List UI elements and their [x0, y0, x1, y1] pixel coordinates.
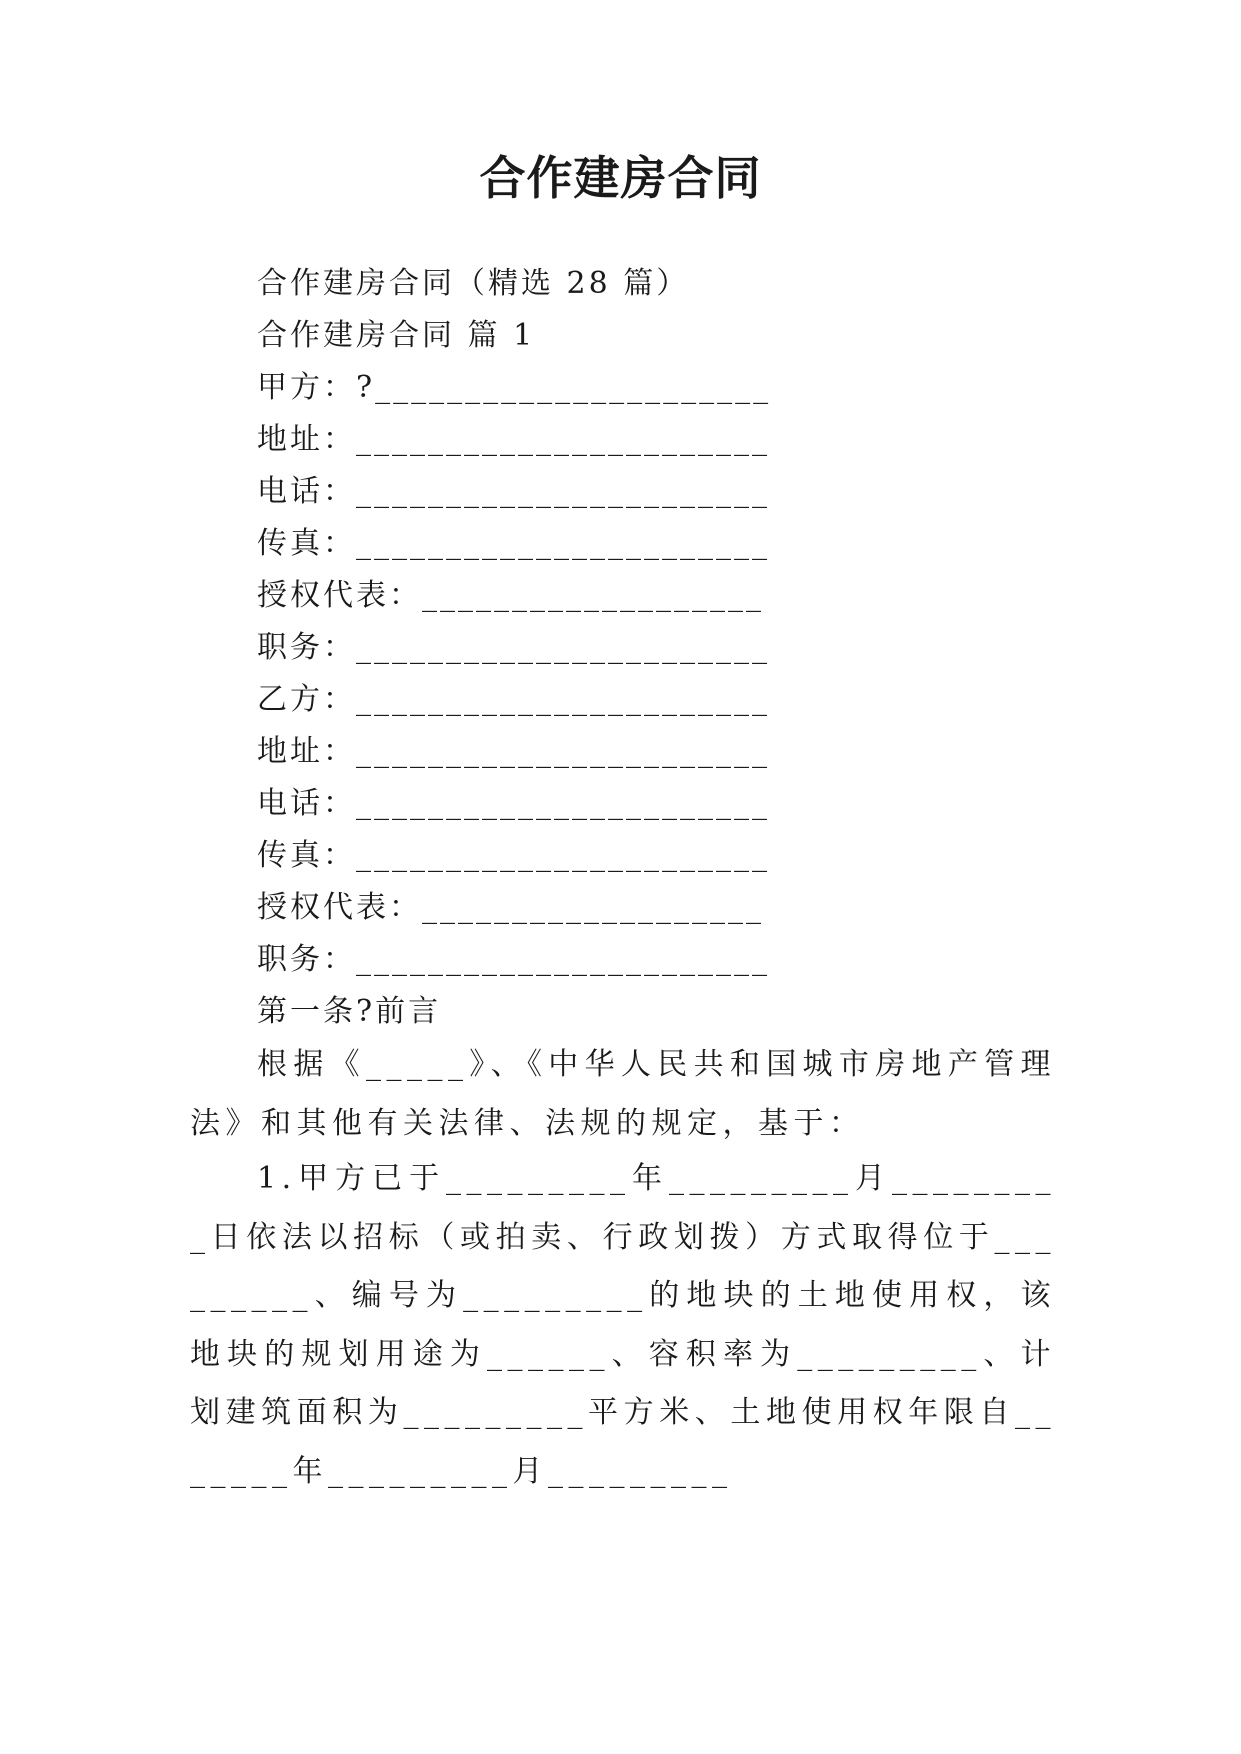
party-a-address-field: 地址：_______________________ [257, 422, 770, 457]
section-heading: 合作建房合同 篇 1 [257, 318, 536, 353]
party-b-representative-field: 授权代表：___________________ [257, 890, 764, 925]
party-b-phone-field: 电话：_______________________ [257, 786, 770, 821]
article-one-heading: 第一条?前言 [257, 994, 442, 1029]
document-title: 合作建房合同 [479, 151, 762, 205]
party-a-phone-field: 电话：_______________________ [257, 474, 770, 509]
party-b-fax-field: 传真：_______________________ [257, 838, 770, 873]
paragraph-item-1: 1.甲方已于_________年_________月_________日依法以招标（或拍卖、行政划拨）方式取得位于_________、编号为_________的地块的土地使用权，该地块的规划用途为______、容积率为_________、计划建筑面积为_________平方米、土地使用权年限自_______年_________月_________ [190, 1161, 1056, 1489]
party-a-representative-field: 授权代表：___________________ [257, 578, 764, 613]
party-b-name-field: 乙方：_______________________ [257, 682, 770, 717]
party-b-position-field: 职务：_______________________ [257, 942, 770, 977]
party-a-fax-field: 传真：_______________________ [257, 526, 770, 561]
party-b-address-field: 地址：_______________________ [257, 734, 770, 769]
paragraph-basis: 根据《_____》、《中华人民共和国城市房地产管理法》和其他有关法律、法规的规定，基于： [190, 1047, 1056, 1141]
party-a-name-field: 甲方：?______________________ [257, 370, 772, 405]
party-a-position-field: 职务：_______________________ [257, 630, 770, 665]
document-subtitle: 合作建房合同（精选 28 篇） [257, 266, 690, 301]
